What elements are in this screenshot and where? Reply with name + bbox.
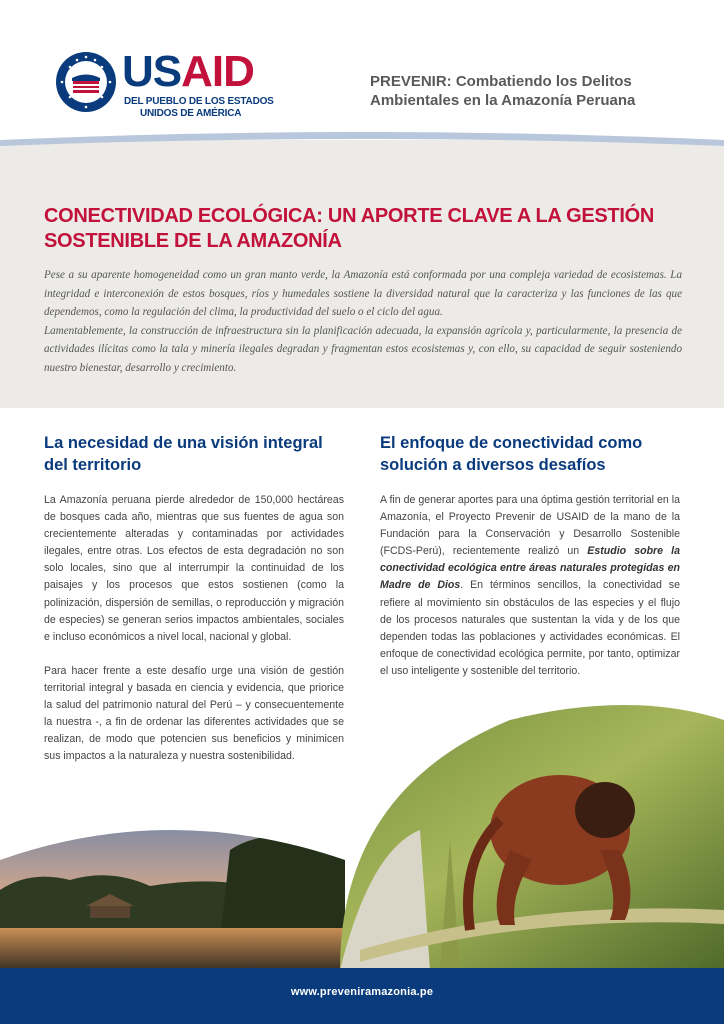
page-title-rest: UN APORTE CLAVE A LA GESTIÓN SOSTENIBLE DE LA AMAZONÍA (44, 205, 654, 252)
right-column (380, 432, 680, 680)
left-paragraph-2: Para hacer frente a este desafío urge una visión de gestión territorial integral y basada en ciencia y evidencia, que priorice la salud del patrimonio natural del Perú – y consecuentemente la nuestra -, a fin de ordenar las diferentes actividades que se realizan, de modo que potencien sus beneficios y minimicen sus impactos a la naturaleza y nuestra sostenibilidad. (44, 664, 344, 763)
intro-paragraph-2: Lamentablemente, la construcción de infraestructura sin la planificación adecuada, la expansión agrícola y, particularmente, la presencia de actividades ilícitas como la tala y minería ilegales degradan y fragmentan estos ecosistemas y, con ello, su capacidad de seguir sosteniendo nuestro bienestar, desarrollo y crecimiento. (44, 324, 682, 374)
project-title-line1: PREVENIR: Combatiendo los Delitos (370, 73, 632, 90)
project-title (370, 72, 700, 110)
intro-paragraph-1: Pese a su aparente homogeneidad como un gran manto verde, la Amazonía está conformada por una compleja variedad de ecosistemas. La integridad e interconexión de estos bosques, ríos y humedales sostiene la diversidad natural que la caracteriza y las funciones de las que dependemos, como la regulación del clima, la productividad del suelo o el ciclo del agua. (44, 269, 682, 318)
howler-monkey-photo (300, 700, 724, 970)
website-link[interactable]: www.preveniramazonia.pe (290, 986, 434, 998)
study-title: Estudio sobre la conectividad ecológica entre áreas naturales protegidas en Madre de Dios (380, 545, 680, 592)
page-title (44, 204, 684, 254)
logo-tagline-line2: UNIDOS DE AMÉRICA (140, 108, 242, 119)
logo-tagline-line1: DEL PUEBLO DE LOS ESTADOS (124, 96, 274, 107)
project-title-line2: Ambientales en la Amazonía Peruana (370, 92, 636, 109)
left-column (44, 432, 344, 765)
logo-word-us: US (122, 47, 182, 96)
header-wave-divider (0, 128, 724, 176)
logo-word-aid: AID (181, 47, 254, 96)
left-column-heading: La necesidad de una visión integral del territorio (44, 434, 323, 474)
right-paragraph-end: . En términos sencillos, la conectividad se refiere al movimiento sin obstáculos de las especies y el flujo de los procesos naturales que sustentan la vida y de los que dependen todas las poblaciones y actividades económicas. El enfoque de conectividad ecológica permite, por tanto, optimizar el uso inteligente y sostenible del territorio. (380, 579, 680, 677)
intro-text (44, 266, 682, 377)
usaid-seal-icon (55, 51, 117, 113)
right-paragraph (380, 492, 680, 680)
river-sunset-photo (0, 820, 345, 970)
right-column-heading: El enfoque de conectividad como solución a diversos desafíos (380, 434, 643, 474)
footer (0, 968, 724, 1024)
logo-tagline (124, 96, 274, 120)
left-paragraph-1: La Amazonía peruana pierde alrededor de 150,000 hectáreas de bosques cada año, mientras que sus fuentes de agua son crecientemente alteradas y contaminadas por actividades ilegales, entre otras. Los efectos de esta degradación no son solo locales, sino que al interrumpir la continuidad de los paisajes y los procesos que estos sostienen (como la polinización, dispersión de semillas, o reproducción y migración de especies) se generan serios impactos ambientales, sociales e incluso económicos a nivel local, nacional y global. (44, 494, 344, 643)
usaid-logo-wordmark (122, 47, 254, 96)
right-paragraph-start: A fin de generar aportes para una óptima gestión territorial en la Amazonía, el Proyecto Prevenir de USAID de la mano de la Fundación para la Conservación y Desarrollo Sostenible (FCDS-Perú), recientemente realizó un (380, 494, 680, 558)
page-title-bold: CONECTIVIDAD ECOLÓGICA: (44, 205, 323, 227)
